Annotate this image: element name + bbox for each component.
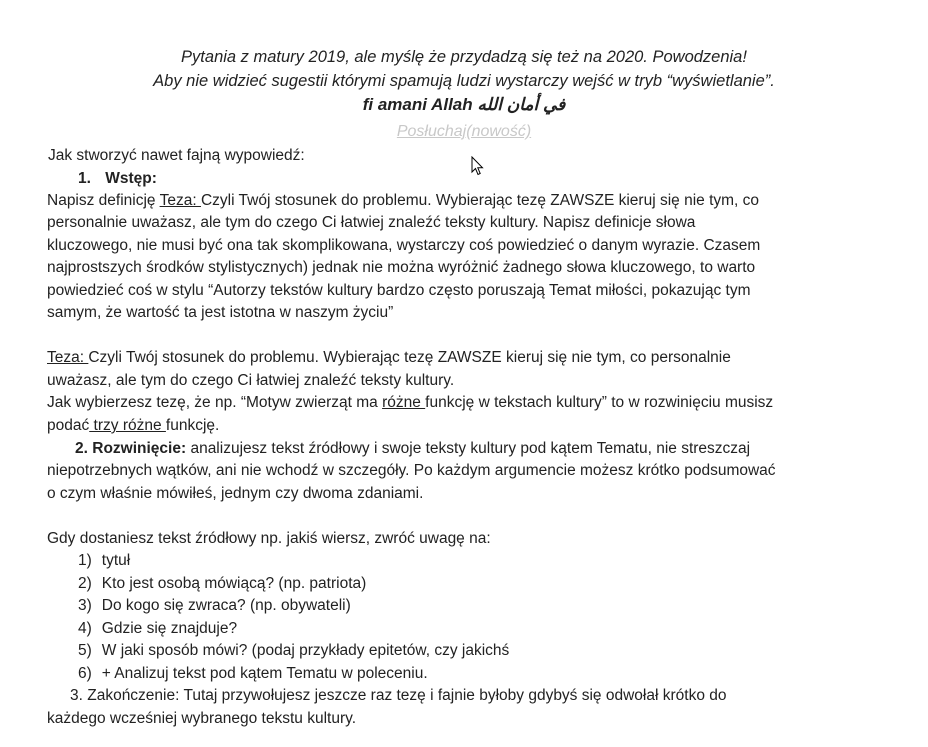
underlined-phrase: trzy różne [89,417,166,434]
checklist-item [78,663,428,685]
listen-link[interactable]: Posłuchaj(nowość) [396,123,532,140]
text-span: Jak wybierzesz tezę, że np. “Motyw zwierząt ma [47,394,383,411]
text-span: Napisz definicję [47,192,160,209]
section-1-line-2: personalnie uważasz, ale tym do czego Ci łatwiej znaleźć teksty kultury. Napisz definicje słowa [47,214,696,231]
section-2-number: 2. [75,440,88,457]
section-1-line-3: kluczowego, nie musi być ona tak skomplikowana, wystarczy coś powiedzieć o danym wyrazie. Czasem [47,237,761,254]
checklist-item [78,595,351,617]
checklist-item [78,573,366,595]
checklist-item [78,550,130,572]
text-span: analizujesz tekst źródłowy i swoje teksty kultury pod kątem Tematu, nie streszczaj [186,440,751,457]
header-greeting-latin: fi amani Allah [362,95,473,114]
item-text: + Analizuj tekst pod kątem Tematu w poleceniu. [101,665,428,682]
section-2-line-2: niepotrzebnych wątków, ani nie wchodź w szczegóły. Po każdym argumencie możesz krótko podsumować [47,462,776,479]
intro-text: Jak stworzyć nawet fajną wypowiedź: [48,147,305,164]
teza-line-2: uważasz, ale tym do czego Ci łatwiej znaleźć teksty kultury. [47,372,455,389]
section-2-line-3: o czym właśnie mówiłeś, jednym czy dwoma zdaniami. [47,485,424,502]
listen-link-row [0,121,928,143]
section-1-title: Wstęp: [105,170,157,187]
header-greeting-arabic: في أمان الله [477,95,566,114]
item-number: 2) [78,575,92,592]
text-span: Czyli Twój stosunek do problemu. Wybierając tezę ZAWSZE kieruj się nie tym, co personalnie [88,349,731,366]
section-1-line-4: najprostszych środków stylistycznych) jednak nie można wyróżnić żadnego słowa kluczowego, to warto [47,259,756,276]
teza-line-1 [47,347,731,369]
section-1-line-6: samym, że wartość ta jest istotna w naszym życiu” [47,304,394,321]
item-text: Kto jest osobą mówiącą? (np. patriota) [101,575,367,592]
header-line-2: Aby nie widzieć sugestii którymi spamują ludzi wystarczy wejść w tryb “wyświetlanie”. [153,72,775,90]
checklist-item [78,618,237,640]
header-line-3 [0,94,928,116]
header-line-1: Pytania z matury 2019, ale myślę że przydadzą się też na 2020. Powodzenia! [181,48,747,66]
section-3-line-2: każdego wcześniej wybranego tekstu kultury. [47,710,357,727]
text-span: Czyli Twój stosunek do problemu. Wybierając tezę ZAWSZE kieruj się nie tym, co [200,192,760,209]
section-2-title: Rozwinięcie: [92,440,187,457]
teza-line-4 [47,415,219,437]
item-text: Do kogo się zwraca? (np. obywateli) [101,597,351,614]
teza-term: Teza: [47,349,89,366]
source-intro: Gdy dostaniesz tekst źródłowy np. jakiś wiersz, zwróć uwagę na: [47,530,491,547]
text-span: funkcję w tekstach kultury” to w rozwinięciu musisz [425,394,774,411]
item-text: tytuł [101,552,131,569]
section-3-line-1: 3. Zakończenie: Tutaj przywołujesz jeszcze raz tezę i fajnie byłoby gdybyś się odwołał krótko do [70,687,727,704]
text-span: podać [47,417,90,434]
item-text: W jaki sposób mówi? (podaj przykłady epitetów, czy jakichś [101,642,510,659]
item-number: 1) [78,552,92,569]
section-1-line-1 [47,190,759,212]
teza-term: Teza: [159,192,201,209]
item-text: Gdzie się znajduje? [101,620,238,637]
section-2-line-1 [75,438,750,460]
teza-line-3 [47,392,773,414]
section-1-heading [78,168,157,190]
item-number: 3) [78,597,92,614]
checklist-item [78,640,509,662]
item-number: 5) [78,642,92,659]
item-number: 4) [78,620,92,637]
text-span: funkcję. [165,417,220,434]
item-number: 6) [78,665,92,682]
section-1-number: 1. [78,170,91,187]
mouse-cursor-icon [471,156,485,176]
section-1-line-5: powiedzieć coś w stylu “Autorzy tekstów kultury bardzo często poruszają Temat miłości, pokazując tym [47,282,751,299]
underlined-word: różne [382,394,426,411]
